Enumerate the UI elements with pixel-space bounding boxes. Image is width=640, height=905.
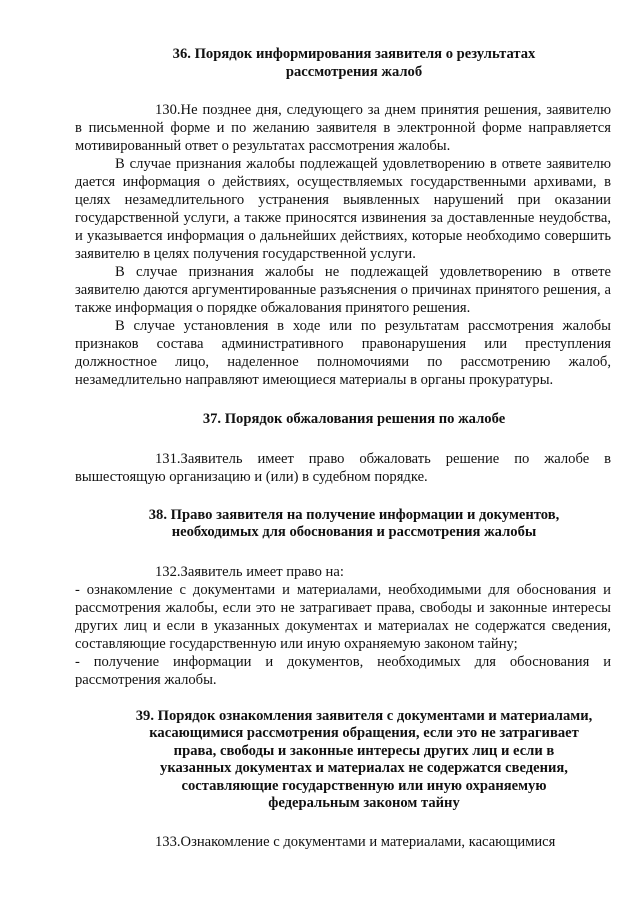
section-heading-line: необходимых для обоснования и рассмотрения жалобы [171, 524, 537, 540]
section-heading-38 [75, 507, 611, 542]
section-body-36 [75, 101, 611, 389]
section-heading-39 [75, 708, 611, 813]
section-body-39 [75, 833, 611, 851]
paragraph-number: 131. [155, 450, 181, 467]
paragraph-text: Заявитель имеет право на: [180, 563, 344, 580]
section-body-37 [75, 450, 611, 486]
paragraph-text: В случае установления в ходе или по результатам рассмотрения жалобы признаков состава административного правонарушения или преступления должностное лицо, наделенное полномочиями по рассмотрению жалоб, незамедлительно направляют имеющиеся материалы в органы прокуратуры. [75, 318, 611, 388]
document-body [75, 46, 611, 851]
section-heading-37 [75, 411, 611, 429]
paragraph-number: 133. [155, 833, 181, 850]
paragraph-text: Не позднее дня, следующего за днем принятия решения, заявителю в письменной форме и по желанию заявителя в электронной форме направляется мотивированный ответ о результатах рассмотрения жалобы. [75, 102, 611, 154]
paragraph-text: Заявитель имеет право обжаловать решение по жалобе в вышестоящую организацию и (или) в судебном порядке. [75, 450, 611, 485]
numbered-paragraph [75, 833, 611, 851]
section-heading-line: составляющие государственную или иную охраняемую [181, 777, 547, 794]
paragraph-text: Ознакомление с документами и материалами, касающимися [180, 833, 556, 850]
section-heading-line: 36. Порядок информирования заявителя о результатах [172, 46, 536, 62]
paragraph [75, 155, 611, 263]
paragraph-text: В случае признания жалобы не подлежащей удовлетворению в ответе заявителю даются аргументированные разъяснения о причинах принятого решения, а также информация о порядке обжалования принятого решения. [75, 264, 611, 316]
section-heading-line: касающимися рассмотрения обращения, если это не затрагивает [149, 725, 579, 741]
section-heading-line: 37. Порядок обжалования решения по жалобе [202, 411, 506, 427]
section-heading-line: права, свободы и законные интересы других лиц и если в [173, 742, 555, 759]
paragraph-number: 130. [155, 102, 181, 118]
section-body-38 [75, 563, 611, 689]
section-heading-36 [75, 46, 611, 81]
paragraph-text: В случае признания жалобы подлежащей удовлетворению в ответе заявителю дается информация о действиях, осуществляемых государственными архивами, в целях незамедлительного устранения выявленных нарушений при оказании государственной услуги, а также приносятся извинения за доставленные неудобства, и указывается информация о дальнейших действиях, которые необходимо совершить заявителю в целях получения государственной услуги. [75, 156, 611, 262]
section-heading-line: 39. Порядок ознакомления заявителя с документами и материалами, [135, 707, 593, 724]
paragraph [75, 317, 611, 389]
numbered-paragraph [75, 450, 611, 486]
numbered-paragraph [75, 563, 611, 581]
section-heading-line: указанных документах и материалах не содержатся сведения, [160, 760, 568, 776]
list-item: - ознакомление с документами и материалами, необходимыми для обоснования и рассмотрения жалобы, если это не затрагивает права, свободы и законные интересы других лиц и если в указанных документах и материалах не содержатся сведения, составляющие государственную или иную охраняемую законом тайну; [75, 581, 611, 652]
numbered-paragraph [75, 101, 611, 155]
section-heading-line: федеральным законом тайну [268, 795, 460, 811]
section-heading-line: рассмотрения жалоб [285, 63, 423, 80]
paragraph [75, 263, 611, 317]
list-item: - получение информации и документов, необходимых для обоснования и рассмотрения жалобы. [75, 653, 611, 688]
paragraph-number: 132. [155, 563, 181, 580]
section-heading-line: 38. Право заявителя на получение информации и документов, [148, 506, 560, 523]
